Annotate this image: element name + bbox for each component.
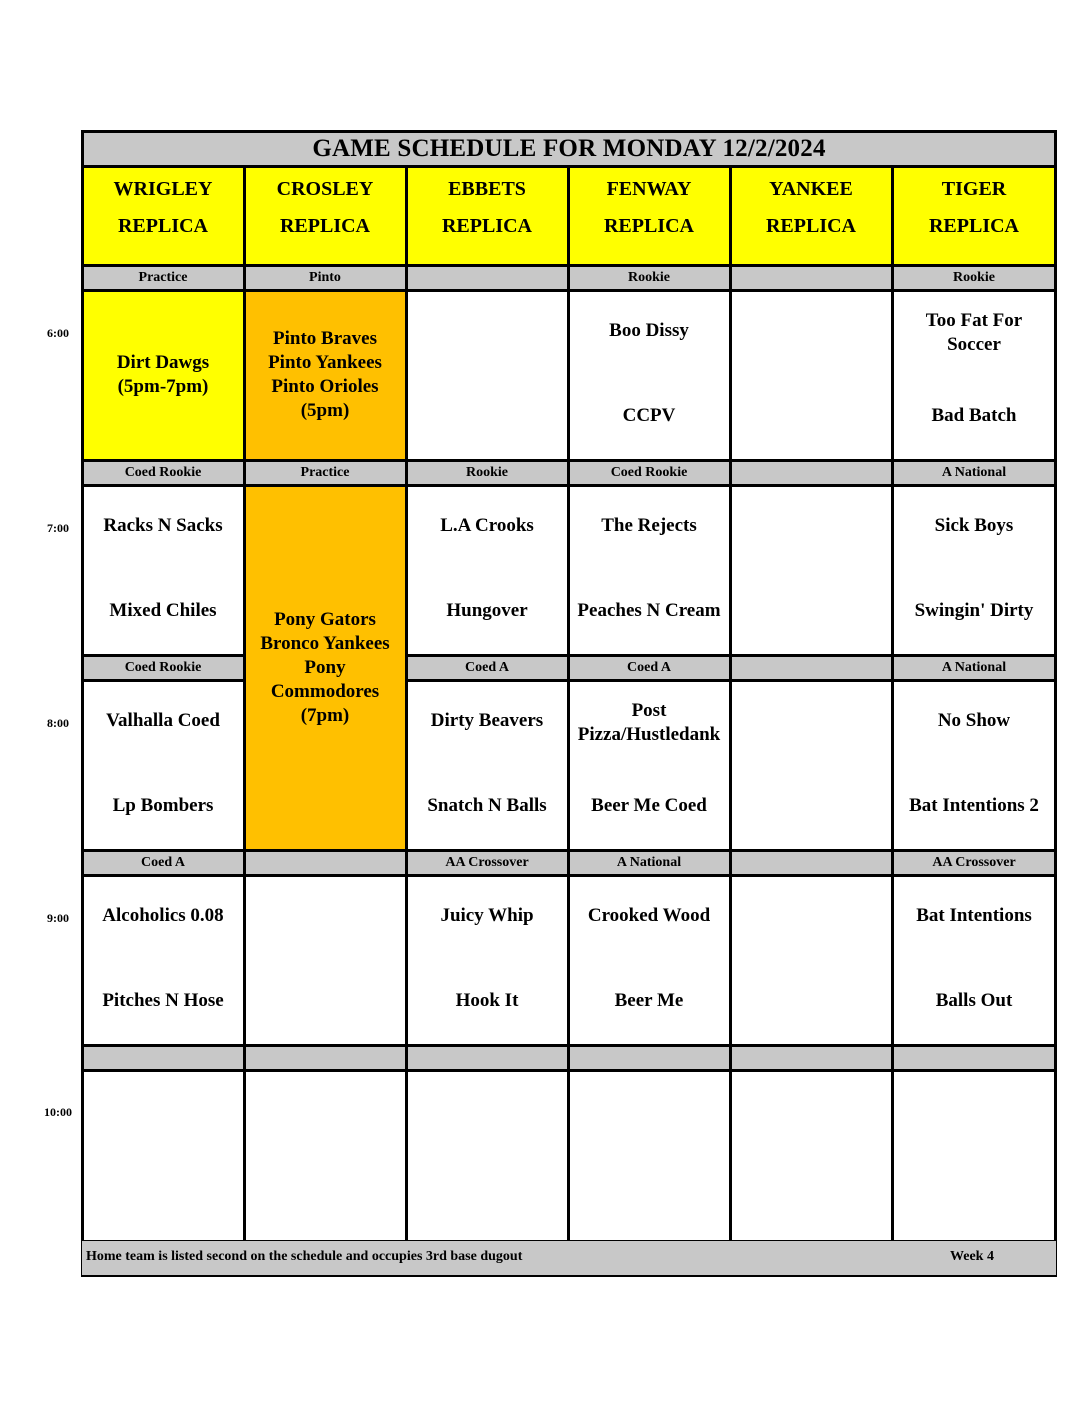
game-cell (244, 875, 406, 1045)
home-away-team-bottom: Beer Me (614, 990, 684, 1011)
grid-line (244, 1044, 406, 1047)
field-header-wrigley (82, 166, 244, 265)
time-label: 6:00 (47, 326, 69, 340)
schedule-title: GAME SCHEDULE FOR MONDAY 12/2/2024 (82, 131, 1056, 166)
grid-line (244, 849, 406, 852)
grid-line (81, 130, 1057, 133)
home-away-team-bottom: CCPV (622, 405, 676, 426)
division-label: A National (892, 655, 1056, 680)
grid-line (730, 874, 892, 877)
home-away-team-top: No Show (937, 710, 1011, 731)
grid-line (82, 289, 244, 292)
home-away-team-top: Bat Intentions (916, 905, 1032, 926)
grid-line (730, 654, 892, 657)
division-label: Coed A (568, 655, 730, 680)
game-cell (730, 290, 892, 460)
home-away-team-top: Too Fat For Soccer (925, 310, 1023, 355)
grid-line (244, 459, 406, 462)
home-away-team-top: Crooked Wood (587, 905, 711, 926)
home-away-team-top: Dirty Beavers (430, 710, 544, 731)
grid-line (568, 679, 730, 682)
grid-line (82, 484, 244, 487)
division-label: A National (568, 850, 730, 875)
field-subtitle: REPLICA (279, 215, 370, 237)
field-name: CROSLEY (276, 178, 374, 200)
grid-line (82, 849, 244, 852)
grid-line (568, 654, 730, 657)
home-away-team-top: Post Pizza/Hustledank (577, 700, 721, 745)
division-label: Coed A (82, 850, 244, 875)
field-subtitle: REPLICA (765, 215, 856, 237)
field-header-ebbets (406, 166, 568, 265)
grid-line (892, 849, 1056, 852)
home-away-team-bottom: Balls Out (935, 990, 1013, 1011)
grid-line (568, 1069, 730, 1072)
game-cell (892, 485, 1056, 655)
grid-line (406, 484, 568, 487)
grid-line (82, 679, 244, 682)
grid-line (243, 166, 246, 1241)
home-away-team-top: Racks N Sacks (103, 515, 223, 536)
grid-line (406, 459, 568, 462)
field-header-crosley (244, 166, 406, 265)
grid-line (568, 289, 730, 292)
grid-line (730, 289, 892, 292)
division-label (730, 1045, 892, 1070)
home-away-team-bottom: Pitches N Hose (102, 990, 224, 1011)
division-label (244, 1045, 406, 1070)
field-name: FENWAY (606, 178, 692, 200)
grid-line (406, 849, 568, 852)
grid-line (568, 874, 730, 877)
grid-line (730, 459, 892, 462)
time-label: 10:00 (44, 1105, 72, 1119)
home-away-team-top: Sick Boys (934, 515, 1014, 536)
grid-line (730, 1069, 892, 1072)
grid-line (891, 166, 894, 1241)
home-away-team-top: Juicy Whip (440, 905, 534, 926)
division-label (730, 460, 892, 485)
field-subtitle: REPLICA (117, 215, 208, 237)
game-cell (82, 680, 244, 850)
grid-line (568, 1044, 730, 1047)
game-cell (82, 1070, 244, 1241)
footer-note: Home team is listed second on the schedule and occupies 3rd base dugout (86, 1249, 523, 1264)
grid-line (730, 1044, 892, 1047)
grid-line (406, 874, 568, 877)
game-cell (244, 1070, 406, 1241)
grid-line (244, 289, 406, 292)
game-cell (730, 680, 892, 850)
practice-block-wrigley: Dirt Dawgs (5pm-7pm) (82, 290, 244, 460)
division-label (730, 655, 892, 680)
grid-line (892, 874, 1056, 877)
game-cell (730, 875, 892, 1045)
home-away-team-bottom: Hook It (455, 990, 519, 1011)
grid-line (892, 1044, 1056, 1047)
division-label: AA Crossover (406, 850, 568, 875)
division-label: Rookie (892, 265, 1056, 290)
time-label: 8:00 (47, 716, 69, 730)
division-label (406, 265, 568, 290)
game-cell (892, 875, 1056, 1045)
grid-line (244, 874, 406, 877)
game-cell (730, 485, 892, 655)
home-away-team-top: Boo Dissy (609, 320, 689, 341)
game-cell (82, 875, 244, 1045)
game-cell (892, 1070, 1056, 1241)
game-cell (568, 485, 730, 655)
division-label (730, 265, 892, 290)
field-subtitle: REPLICA (928, 215, 1019, 237)
grid-line (406, 679, 568, 682)
home-away-team-bottom: Snatch N Balls (427, 795, 547, 816)
division-label: A National (892, 460, 1056, 485)
division-label: Coed Rookie (82, 655, 244, 680)
home-away-team-bottom: Bad Batch (931, 405, 1017, 426)
game-cell (892, 290, 1056, 460)
grid-line (406, 1069, 568, 1072)
division-label: Coed A (406, 655, 568, 680)
home-away-team-bottom: Swingin' Dirty (914, 600, 1034, 621)
division-label: Practice (244, 460, 406, 485)
division-label: Coed Rookie (568, 460, 730, 485)
grid-line (730, 849, 892, 852)
pinto-block-crosley: Pinto Braves Pinto Yankees Pinto Orioles (5pm) (244, 290, 406, 460)
home-away-team-top: Alcoholics 0.08 (102, 905, 224, 926)
division-label: Rookie (568, 265, 730, 290)
division-label: Rookie (406, 460, 568, 485)
field-subtitle: REPLICA (603, 215, 694, 237)
home-away-team-bottom: Mixed Chiles (109, 600, 217, 621)
division-label (406, 1045, 568, 1070)
home-away-team-bottom: Peaches N Cream (577, 600, 721, 621)
game-cell (406, 485, 568, 655)
game-cell (730, 1070, 892, 1241)
grid-line (892, 459, 1056, 462)
time-label: 7:00 (47, 521, 69, 535)
home-away-team-top: L.A Crooks (440, 515, 534, 536)
grid-line (406, 289, 568, 292)
game-cell (82, 485, 244, 655)
grid-line (82, 654, 244, 657)
grid-line (244, 1069, 406, 1072)
grid-line (892, 289, 1056, 292)
division-label: Coed Rookie (82, 460, 244, 485)
home-away-team-top: Valhalla Coed (106, 710, 220, 731)
grid-line (405, 166, 408, 1241)
game-cell (892, 680, 1056, 850)
grid-line (567, 166, 570, 1241)
grid-line (406, 654, 568, 657)
game-cell (406, 290, 568, 460)
game-cell (568, 680, 730, 850)
home-away-team-top: The Rejects (601, 515, 697, 536)
field-header-yankee (730, 166, 892, 265)
grid-line (730, 484, 892, 487)
pony-block-crosley: Pony Gators Bronco Yankees Pony Commodores (7pm) (244, 485, 406, 850)
grid-line (892, 1069, 1056, 1072)
division-label (568, 1045, 730, 1070)
grid-line (406, 1044, 568, 1047)
time-label: 9:00 (47, 911, 69, 925)
week-label: Week 4 (950, 1249, 994, 1264)
home-away-team-bottom: Hungover (446, 600, 528, 621)
division-label: AA Crossover (892, 850, 1056, 875)
field-name: EBBETS (448, 178, 526, 200)
grid-line (730, 679, 892, 682)
division-label (730, 850, 892, 875)
grid-line (568, 849, 730, 852)
game-cell (406, 875, 568, 1045)
field-name: TIGER (941, 178, 1007, 200)
footer-bar (82, 1241, 1056, 1275)
home-away-team-bottom: Lp Bombers (112, 795, 214, 816)
field-name: WRIGLEY (113, 178, 213, 200)
game-cell (568, 290, 730, 460)
grid-line (1054, 130, 1057, 1276)
division-label: Pinto (244, 265, 406, 290)
home-away-team-bottom: Beer Me Coed (591, 795, 707, 816)
division-label (892, 1045, 1056, 1070)
home-away-team-bottom: Bat Intentions 2 (909, 795, 1039, 816)
grid-line (82, 1044, 244, 1047)
grid-line (892, 679, 1056, 682)
grid-line (892, 654, 1056, 657)
game-cell (406, 680, 568, 850)
field-name: YANKEE (769, 178, 853, 200)
grid-line (82, 874, 244, 877)
grid-line (568, 484, 730, 487)
grid-line (568, 459, 730, 462)
game-cell (568, 1070, 730, 1241)
game-cell (568, 875, 730, 1045)
grid-line (892, 484, 1056, 487)
division-label (82, 1045, 244, 1070)
grid-line (729, 166, 732, 1241)
field-header-tiger (892, 166, 1056, 265)
grid-line (244, 484, 406, 487)
field-subtitle: REPLICA (441, 215, 532, 237)
field-header-fenway (568, 166, 730, 265)
game-cell (406, 1070, 568, 1241)
grid-line (82, 1069, 244, 1072)
division-label: Practice (82, 265, 244, 290)
grid-line (82, 459, 244, 462)
division-label (244, 850, 406, 875)
